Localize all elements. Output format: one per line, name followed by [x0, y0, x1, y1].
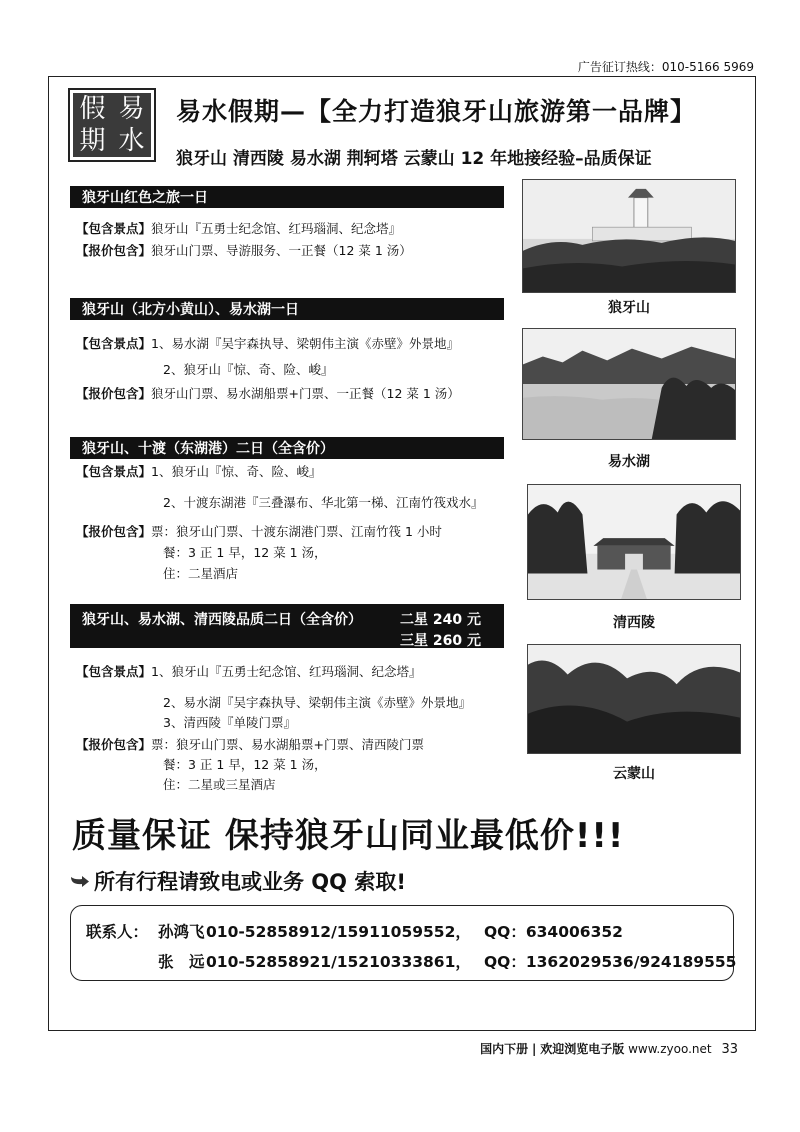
tour-title: 狼牙山、十渡（东湖港）二日（全含价） [82, 441, 334, 457]
footer-separator: | [532, 1042, 537, 1056]
tour-line: 【报价包含】狼牙山门票、易水湖船票+门票、一正餐（12 菜 1 汤） [76, 386, 460, 401]
tour-title-bar [70, 604, 504, 648]
tour-line: 住：二星酒店 [163, 566, 239, 581]
tour-title-bar [70, 186, 504, 208]
contact-1-phone: 010-52858912/15911059552， [206, 923, 471, 941]
footer-section: 国内下册 [480, 1042, 529, 1056]
tour-line: 住：二星或三星酒店 [163, 777, 276, 792]
price-slogan: 质量保证 保持狼牙山同业最低价!!! [72, 816, 625, 856]
contact-label: 联系人： [86, 923, 149, 941]
tour-line: 【包含景点】1、易水湖『吴宇森执导、梁朝伟主演《赤壁》外景地』 [76, 336, 459, 351]
tour-line: 餐：3 正 1 早，12 菜 1 汤， [163, 545, 327, 560]
tour-line: 【包含景点】1、狼牙山『五勇士纪念馆、红玛瑙洞、纪念塔』 [76, 664, 422, 679]
contact-2-name: 张 远 [158, 953, 205, 971]
itinerary-note [70, 866, 406, 896]
logo-char: 期 [79, 126, 106, 156]
subheadline: 狼牙山 清西陵 易水湖 荆轲塔 云蒙山 12 年地接经验–品质保证 [176, 149, 652, 169]
contact-1-qq: QQ：634006352 [484, 923, 623, 941]
contact-1-name: 孙鸿飞 [158, 923, 205, 941]
logo-char: 易 [118, 94, 145, 124]
footer-welcome: 欢迎浏览电子版 [540, 1042, 625, 1056]
tour-title-bar [70, 298, 504, 320]
tour-title-bar [70, 437, 504, 459]
photo-langyashan [522, 179, 736, 293]
ad-hotline: 广告征订热线：010-5166 5969 [577, 60, 754, 74]
page-footer [480, 1040, 738, 1057]
tour-title: 狼牙山（北方小黄山）、易水湖一日 [82, 302, 299, 318]
logo-char: 假 [79, 94, 106, 124]
tour-line: 2、狼牙山『惊、奇、险、峻』 [163, 362, 334, 377]
photo-caption: 清西陵 [613, 615, 655, 631]
tour-line: 【报价包含】狼牙山门票、导游服务、一正餐（12 菜 1 汤） [76, 243, 412, 258]
tour-line: 【报价包含】票：狼牙山门票、易水湖船票+门票、清西陵门票 [76, 737, 424, 752]
footer-url[interactable]: www.zyoo.net [628, 1042, 712, 1056]
headline: 易水假期—【全力打造狼牙山旅游第一品牌】 [176, 97, 697, 126]
itinerary-text: 所有行程请致电或业务 QQ 索取! [94, 870, 406, 894]
page-number: 33 [721, 1042, 738, 1057]
tour-line: 2、十渡东湖港『三叠瀑布、华北第一梯、江南竹筏戏水』 [163, 495, 484, 510]
tour-line: 2、易水湖『吴宇森执导、梁朝伟主演《赤壁》外景地』 [163, 695, 471, 710]
tour-line: 【包含景点】狼牙山『五勇士纪念馆、红玛瑙洞、纪念塔』 [76, 221, 402, 236]
photo-qingxiling [527, 484, 741, 600]
price-two-star: 二星 240 元 [400, 612, 481, 628]
photo-caption: 易水湖 [608, 454, 650, 470]
arrow-icon [70, 874, 90, 888]
photo-caption: 狼牙山 [608, 300, 650, 316]
tour-line: 【报价包含】票：狼牙山门票、十渡东湖港门票、江南竹筏 1 小时 [76, 524, 442, 539]
contact-2-phone: 010-52858921/15210333861， [206, 953, 471, 971]
tour-line: 餐：3 正 1 早，12 菜 1 汤， [163, 757, 327, 772]
photo-caption: 云蒙山 [613, 766, 655, 782]
tour-title: 狼牙山红色之旅一日 [82, 190, 208, 206]
tour-line: 3、清西陵『单陵门票』 [163, 715, 296, 730]
tour-line: 【包含景点】1、狼牙山『惊、奇、险、峻』 [76, 464, 322, 479]
tour-title: 狼牙山、易水湖、清西陵品质二日（全含价） [82, 612, 362, 628]
contact-2-qq: QQ：1362029536/924189555 [484, 953, 737, 971]
brand-logo [68, 88, 156, 162]
price-three-star: 三星 260 元 [400, 633, 481, 649]
logo-char: 水 [118, 126, 145, 156]
photo-yunmengshan [527, 644, 741, 754]
photo-yishuihu [522, 328, 736, 440]
